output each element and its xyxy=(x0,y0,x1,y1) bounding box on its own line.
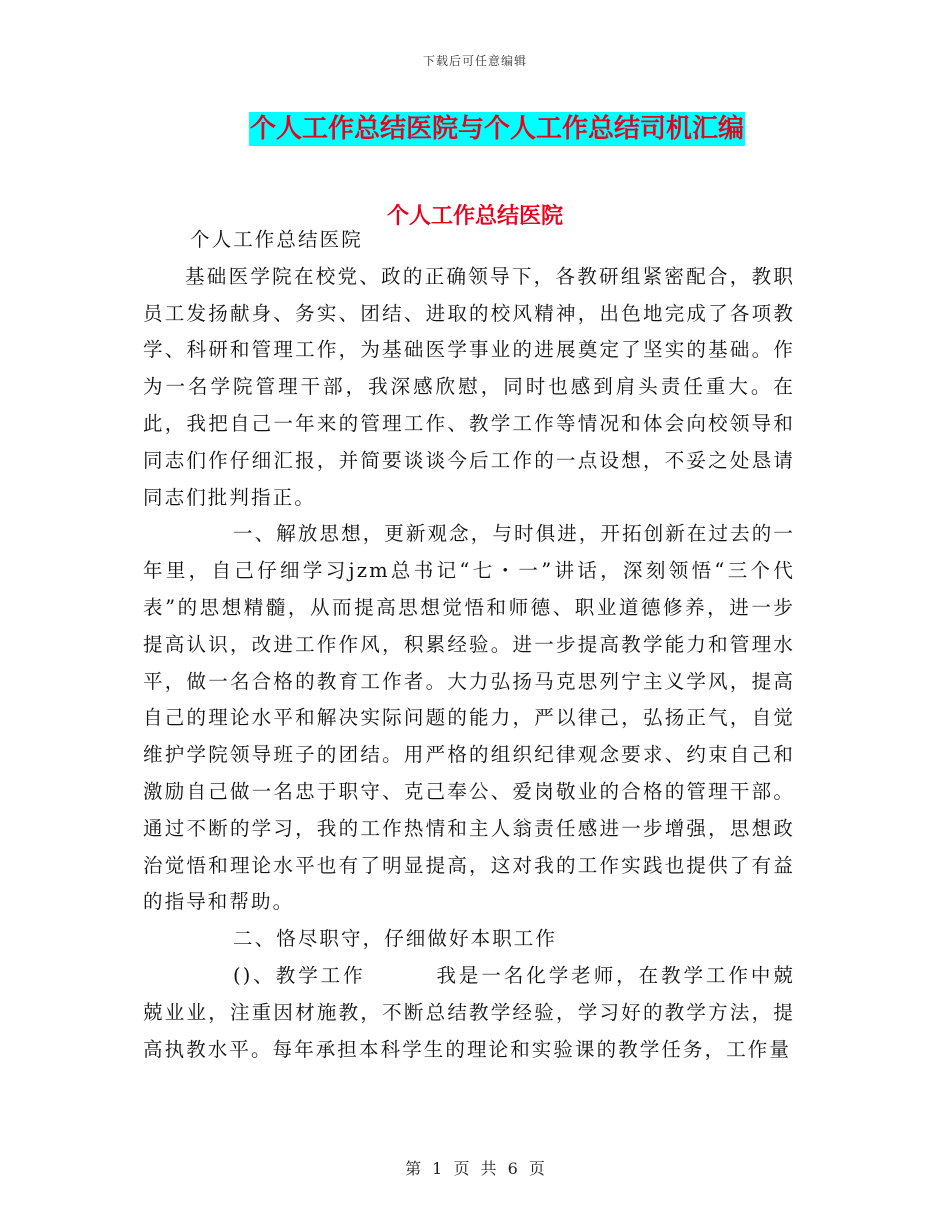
paragraph-text: 基础医学院在校党、政的正确领导下，各教研组紧密配合，教职员工发扬献身、务实、团结、进取的校风精神，出色地完成了各项教学、科研和管理工作，为基础医学事业的进展奠定了坚实的基础。作为一名学院管理干部，我深感欣慰，同时也感到肩头责任重大。在此，我把自己一年来的管理工作、教学工作等情况和体会向校领导和同志们作仔细汇报，并简要谈谈今后工作的一点设想，不妥之处恳请同志们批判指正。 xyxy=(143,264,795,509)
paragraph-section-one xyxy=(143,516,795,921)
document-title-text: 个人工作总结医院与个人工作总结司机汇编 xyxy=(249,114,744,144)
subheading-text: ()、教学工作 xyxy=(233,963,366,987)
page-header-note: 下载后可任意编辑 xyxy=(422,54,527,68)
page-footer: 第 1 页 共 6 页 xyxy=(405,1159,545,1178)
paragraph-section-two-heading xyxy=(143,921,795,958)
paragraph-subtitle xyxy=(143,222,795,259)
paragraph-intro xyxy=(143,259,795,517)
paragraph-text: 二、恪尽职守，仔细做好本职工作 xyxy=(233,927,558,951)
paragraph-text: 一、解放思想，更新观念，与时俱进，开拓创新在过去的一年里，自己仔细学习jzm总书记“七・一”讲话，深刻领悟“三个代表”的思想精髓，从而提高思想觉悟和师德、职业道德修养，进一步提高认识，改进工作作风，积累经验。进一步提高教学能力和管理水平，做一名合格的教育工作者。大力弘扬马克思列宁主义学风，提高自己的理论水平和解决实际问题的能力，严以律己，弘扬正气，自觉维护学院领导班子的团结。用严格的组织纪律观念要求、约束自己和激励自己做一名忠于职守、克己奉公、爱岗敬业的合格的管理干部。通过不断的学习，我的工作热情和主人翁责任感进一步增强，思想政治觉悟和理论水平也有了明显提高，这对我的工作实践也提供了有益的指导和帮助。 xyxy=(143,522,795,914)
paragraph-text: 个人工作总结医院 xyxy=(190,228,363,251)
paragraph-text: 我是一名化学老师，在教学工作中兢兢业业，注重因材施教，不断总结教学经验，学习好的教学方法，提高执教水平。每年承担本科学生的理论和实验课的教学任务，工作量 xyxy=(143,963,795,1061)
document-body xyxy=(143,222,795,1068)
paragraph-teaching xyxy=(143,958,795,1068)
document-title xyxy=(0,112,950,146)
section-title: 个人工作总结医院 xyxy=(386,203,563,229)
